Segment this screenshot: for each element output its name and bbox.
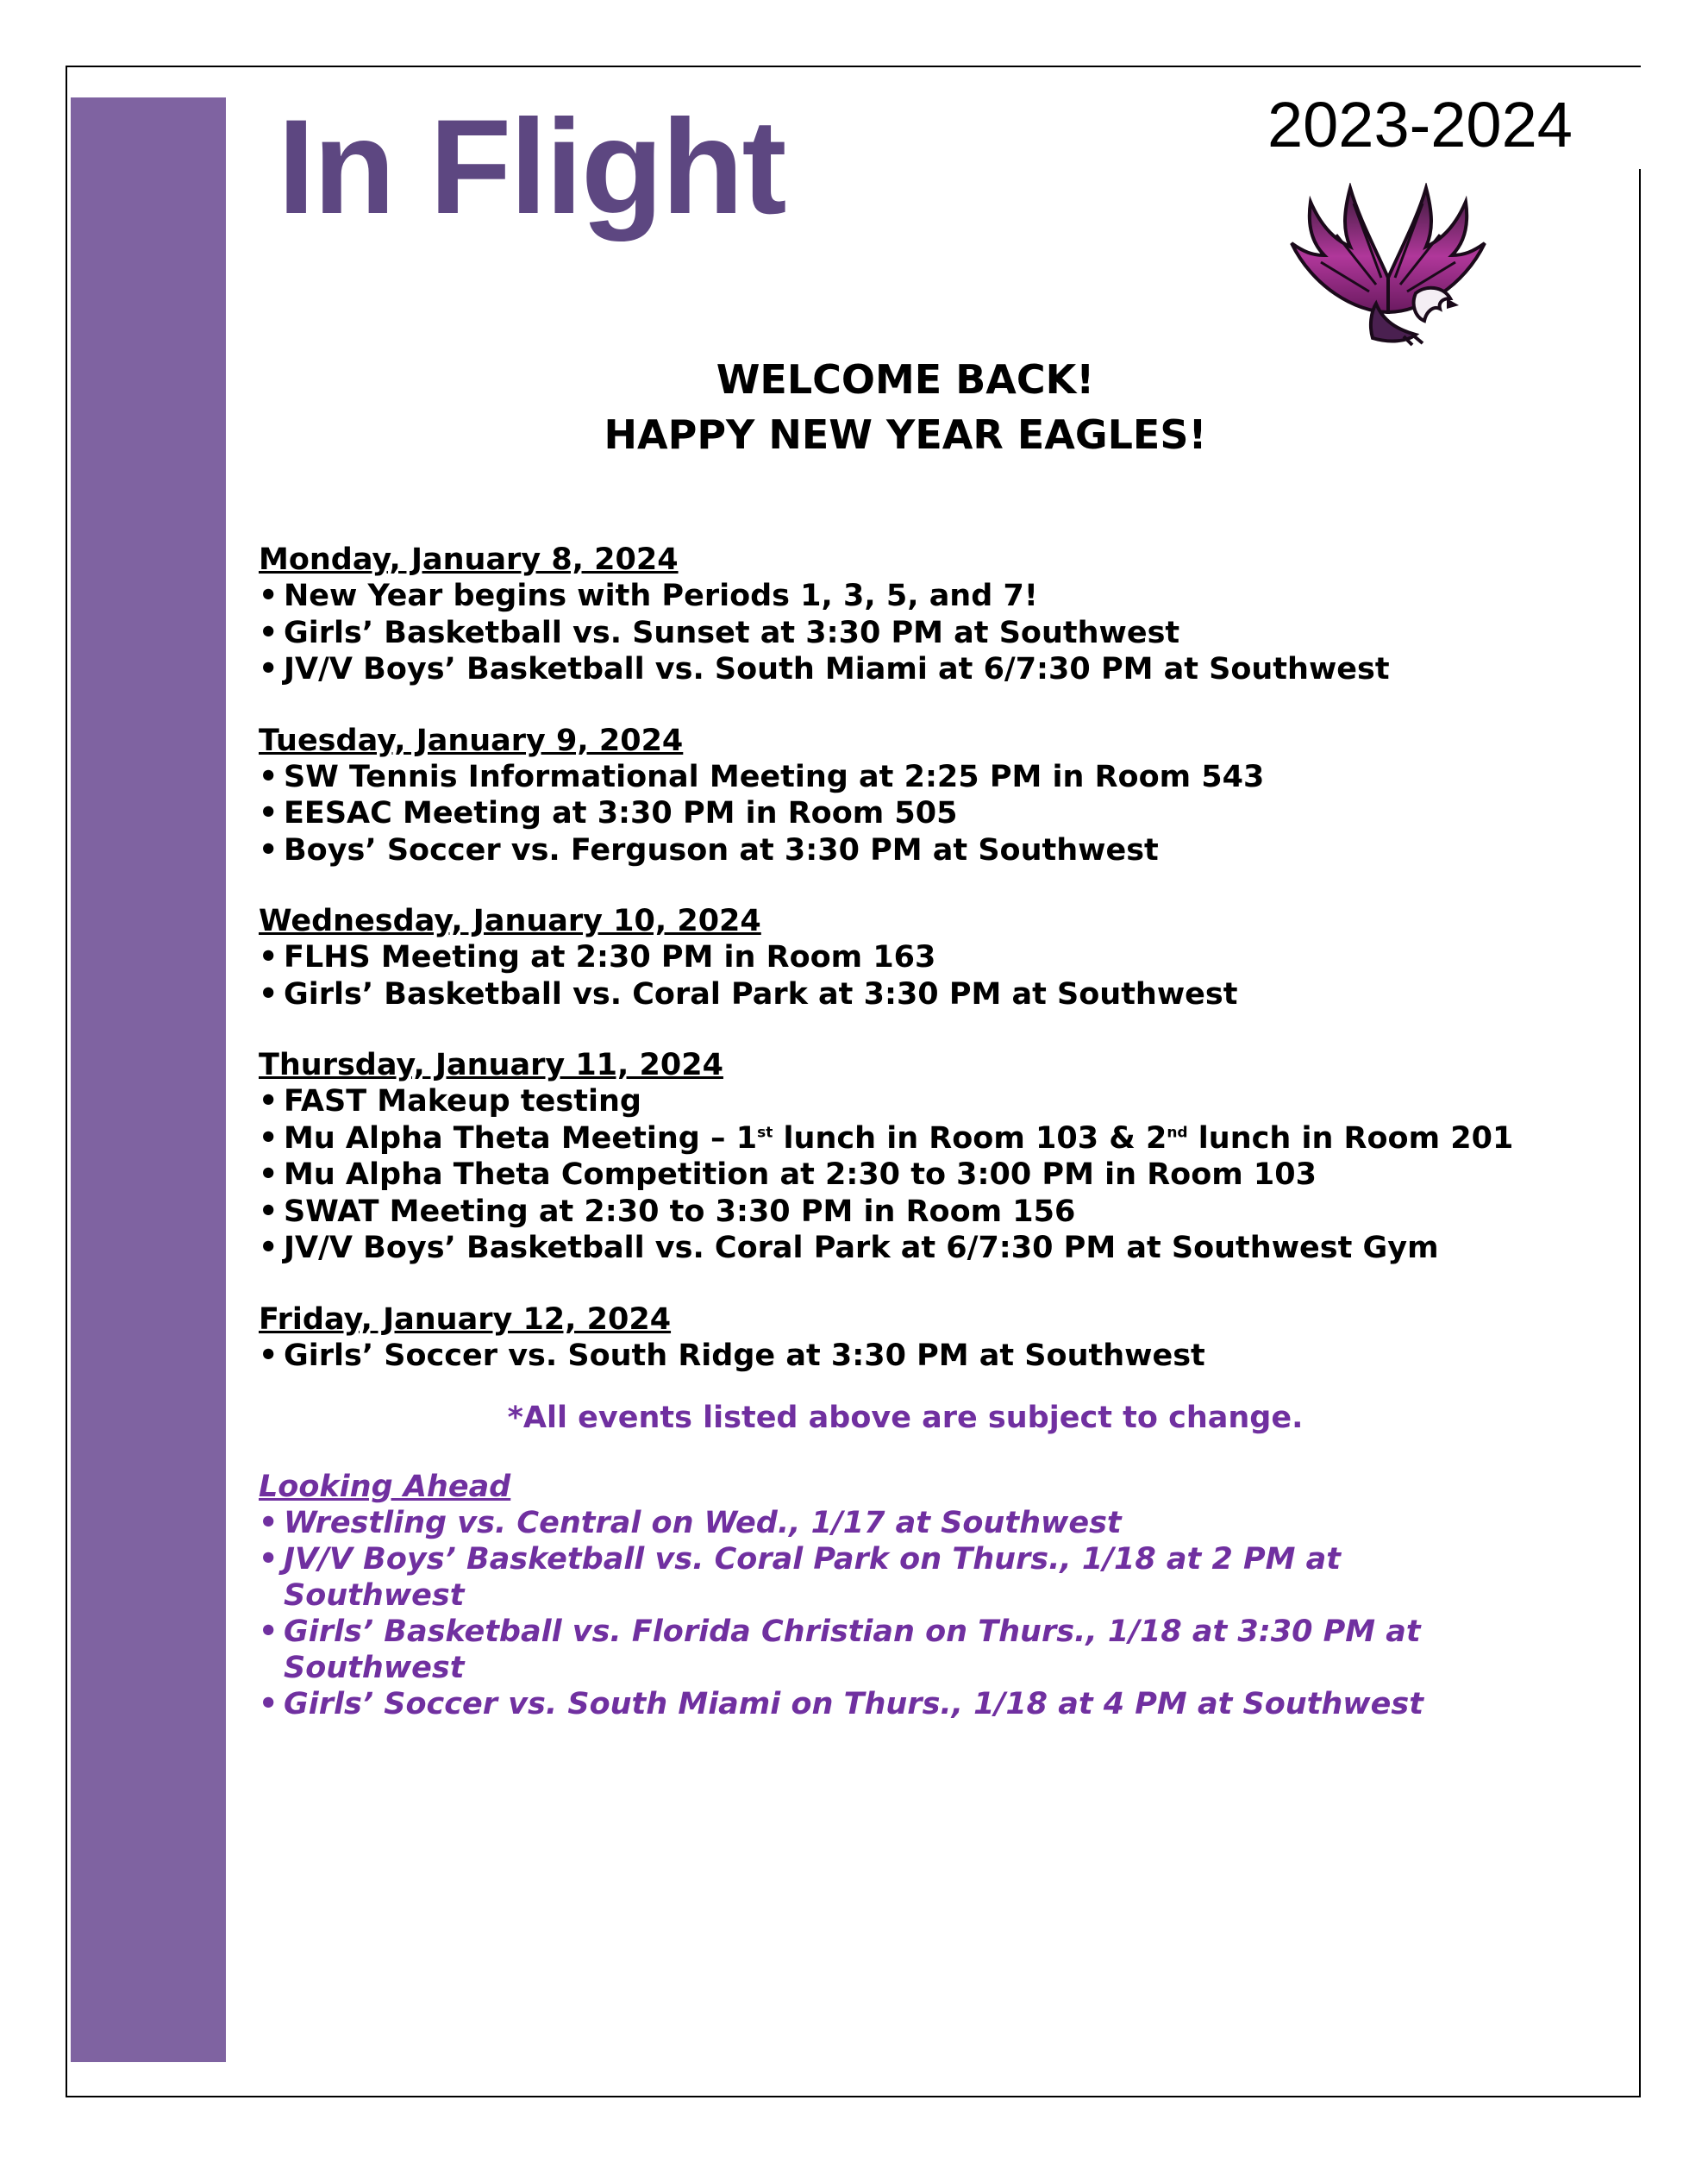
event-item: • Girls’ Basketball vs. Coral Park at 3:30 PM at Southwest bbox=[259, 976, 1604, 1013]
event-text: lunch in Room 103 & 2 bbox=[773, 1120, 1167, 1156]
day-tuesday bbox=[259, 723, 1604, 869]
day-heading: Tuesday, January 9, 2024 bbox=[259, 723, 684, 758]
event-item: • JV/V Boys’ Basketball vs. Coral Park on Thurs., 1/18 at 2 PM at Southwest bbox=[259, 1541, 1465, 1614]
day-heading: Monday, January 8, 2024 bbox=[259, 542, 679, 577]
day-friday bbox=[259, 1301, 1604, 1375]
event-item: • FLHS Meeting at 2:30 PM in Room 163 bbox=[259, 939, 1604, 976]
event-text: lunch in Room 201 bbox=[1187, 1120, 1514, 1156]
event-item: • Girls’ Basketball vs. Sunset at 3:30 PM at Southwest bbox=[259, 615, 1604, 652]
day-monday bbox=[259, 542, 1604, 688]
event-list bbox=[259, 759, 1604, 869]
disclaimer-note: *All events listed above are subject to change. bbox=[507, 1401, 1304, 1435]
event-item: • Boys’ Soccer vs. Ferguson at 3:30 PM at Southwest bbox=[259, 832, 1604, 869]
event-item: • JV/V Boys’ Basketball vs. Coral Park at 6/7:30 PM at Southwest Gym bbox=[259, 1230, 1604, 1267]
event-list bbox=[259, 1505, 1604, 1722]
event-list bbox=[259, 939, 1604, 1013]
day-wednesday bbox=[259, 903, 1604, 1013]
looking-ahead bbox=[259, 1469, 1604, 1722]
eagle-icon bbox=[1286, 183, 1490, 347]
welcome-line-2: HAPPY NEW YEAR EAGLES! bbox=[604, 411, 1207, 458]
welcome-line-1: WELCOME BACK! bbox=[716, 356, 1095, 403]
day-thursday bbox=[259, 1047, 1604, 1267]
looking-ahead-heading: Looking Ahead bbox=[259, 1470, 511, 1504]
sidebar-bar bbox=[71, 97, 226, 2062]
event-item bbox=[259, 1120, 1604, 1157]
ordinal-suffix: nd bbox=[1167, 1123, 1188, 1141]
day-heading: Friday, January 12, 2024 bbox=[259, 1301, 672, 1337]
weekly-schedule bbox=[259, 542, 1604, 1757]
event-item: • Mu Alpha Theta Competition at 2:30 to 3:00 PM in Room 103 bbox=[259, 1157, 1604, 1194]
event-item: • New Year begins with Periods 1, 3, 5, and 7! bbox=[259, 578, 1604, 615]
event-item: • SWAT Meeting at 2:30 to 3:30 PM in Room 156 bbox=[259, 1194, 1604, 1231]
day-heading: Wednesday, January 10, 2024 bbox=[259, 904, 761, 938]
event-list bbox=[259, 578, 1604, 688]
event-list bbox=[259, 1083, 1604, 1267]
event-item: • Girls’ Basketball vs. Florida Christian on Thurs., 1/18 at 3:30 PM at Southwest bbox=[259, 1614, 1465, 1686]
school-year: 2023-2024 bbox=[1267, 89, 1573, 160]
ordinal-suffix: st bbox=[757, 1123, 773, 1141]
welcome-banner bbox=[259, 352, 1552, 462]
event-item: • SW Tennis Informational Meeting at 2:25 PM in Room 543 bbox=[259, 759, 1604, 796]
event-item: • FAST Makeup testing bbox=[259, 1083, 1604, 1120]
event-text: Mu Alpha Theta Meeting – 1 bbox=[284, 1120, 758, 1156]
day-heading: Thursday, January 11, 2024 bbox=[259, 1048, 723, 1082]
event-list bbox=[259, 1338, 1604, 1375]
event-item: • Wrestling vs. Central on Wed., 1/17 at Southwest bbox=[259, 1505, 1465, 1541]
frame-gap bbox=[1631, 67, 1643, 169]
event-item: • EESAC Meeting at 3:30 PM in Room 505 bbox=[259, 795, 1604, 832]
event-item: • JV/V Boys’ Basketball vs. South Miami at 6/7:30 PM at Southwest bbox=[259, 651, 1604, 688]
masthead-title: In Flight bbox=[278, 92, 785, 242]
event-item: • Girls’ Soccer vs. South Miami on Thurs., 1/18 at 4 PM at Southwest bbox=[259, 1686, 1465, 1722]
event-item: • Girls’ Soccer vs. South Ridge at 3:30 PM at Southwest bbox=[259, 1338, 1604, 1375]
